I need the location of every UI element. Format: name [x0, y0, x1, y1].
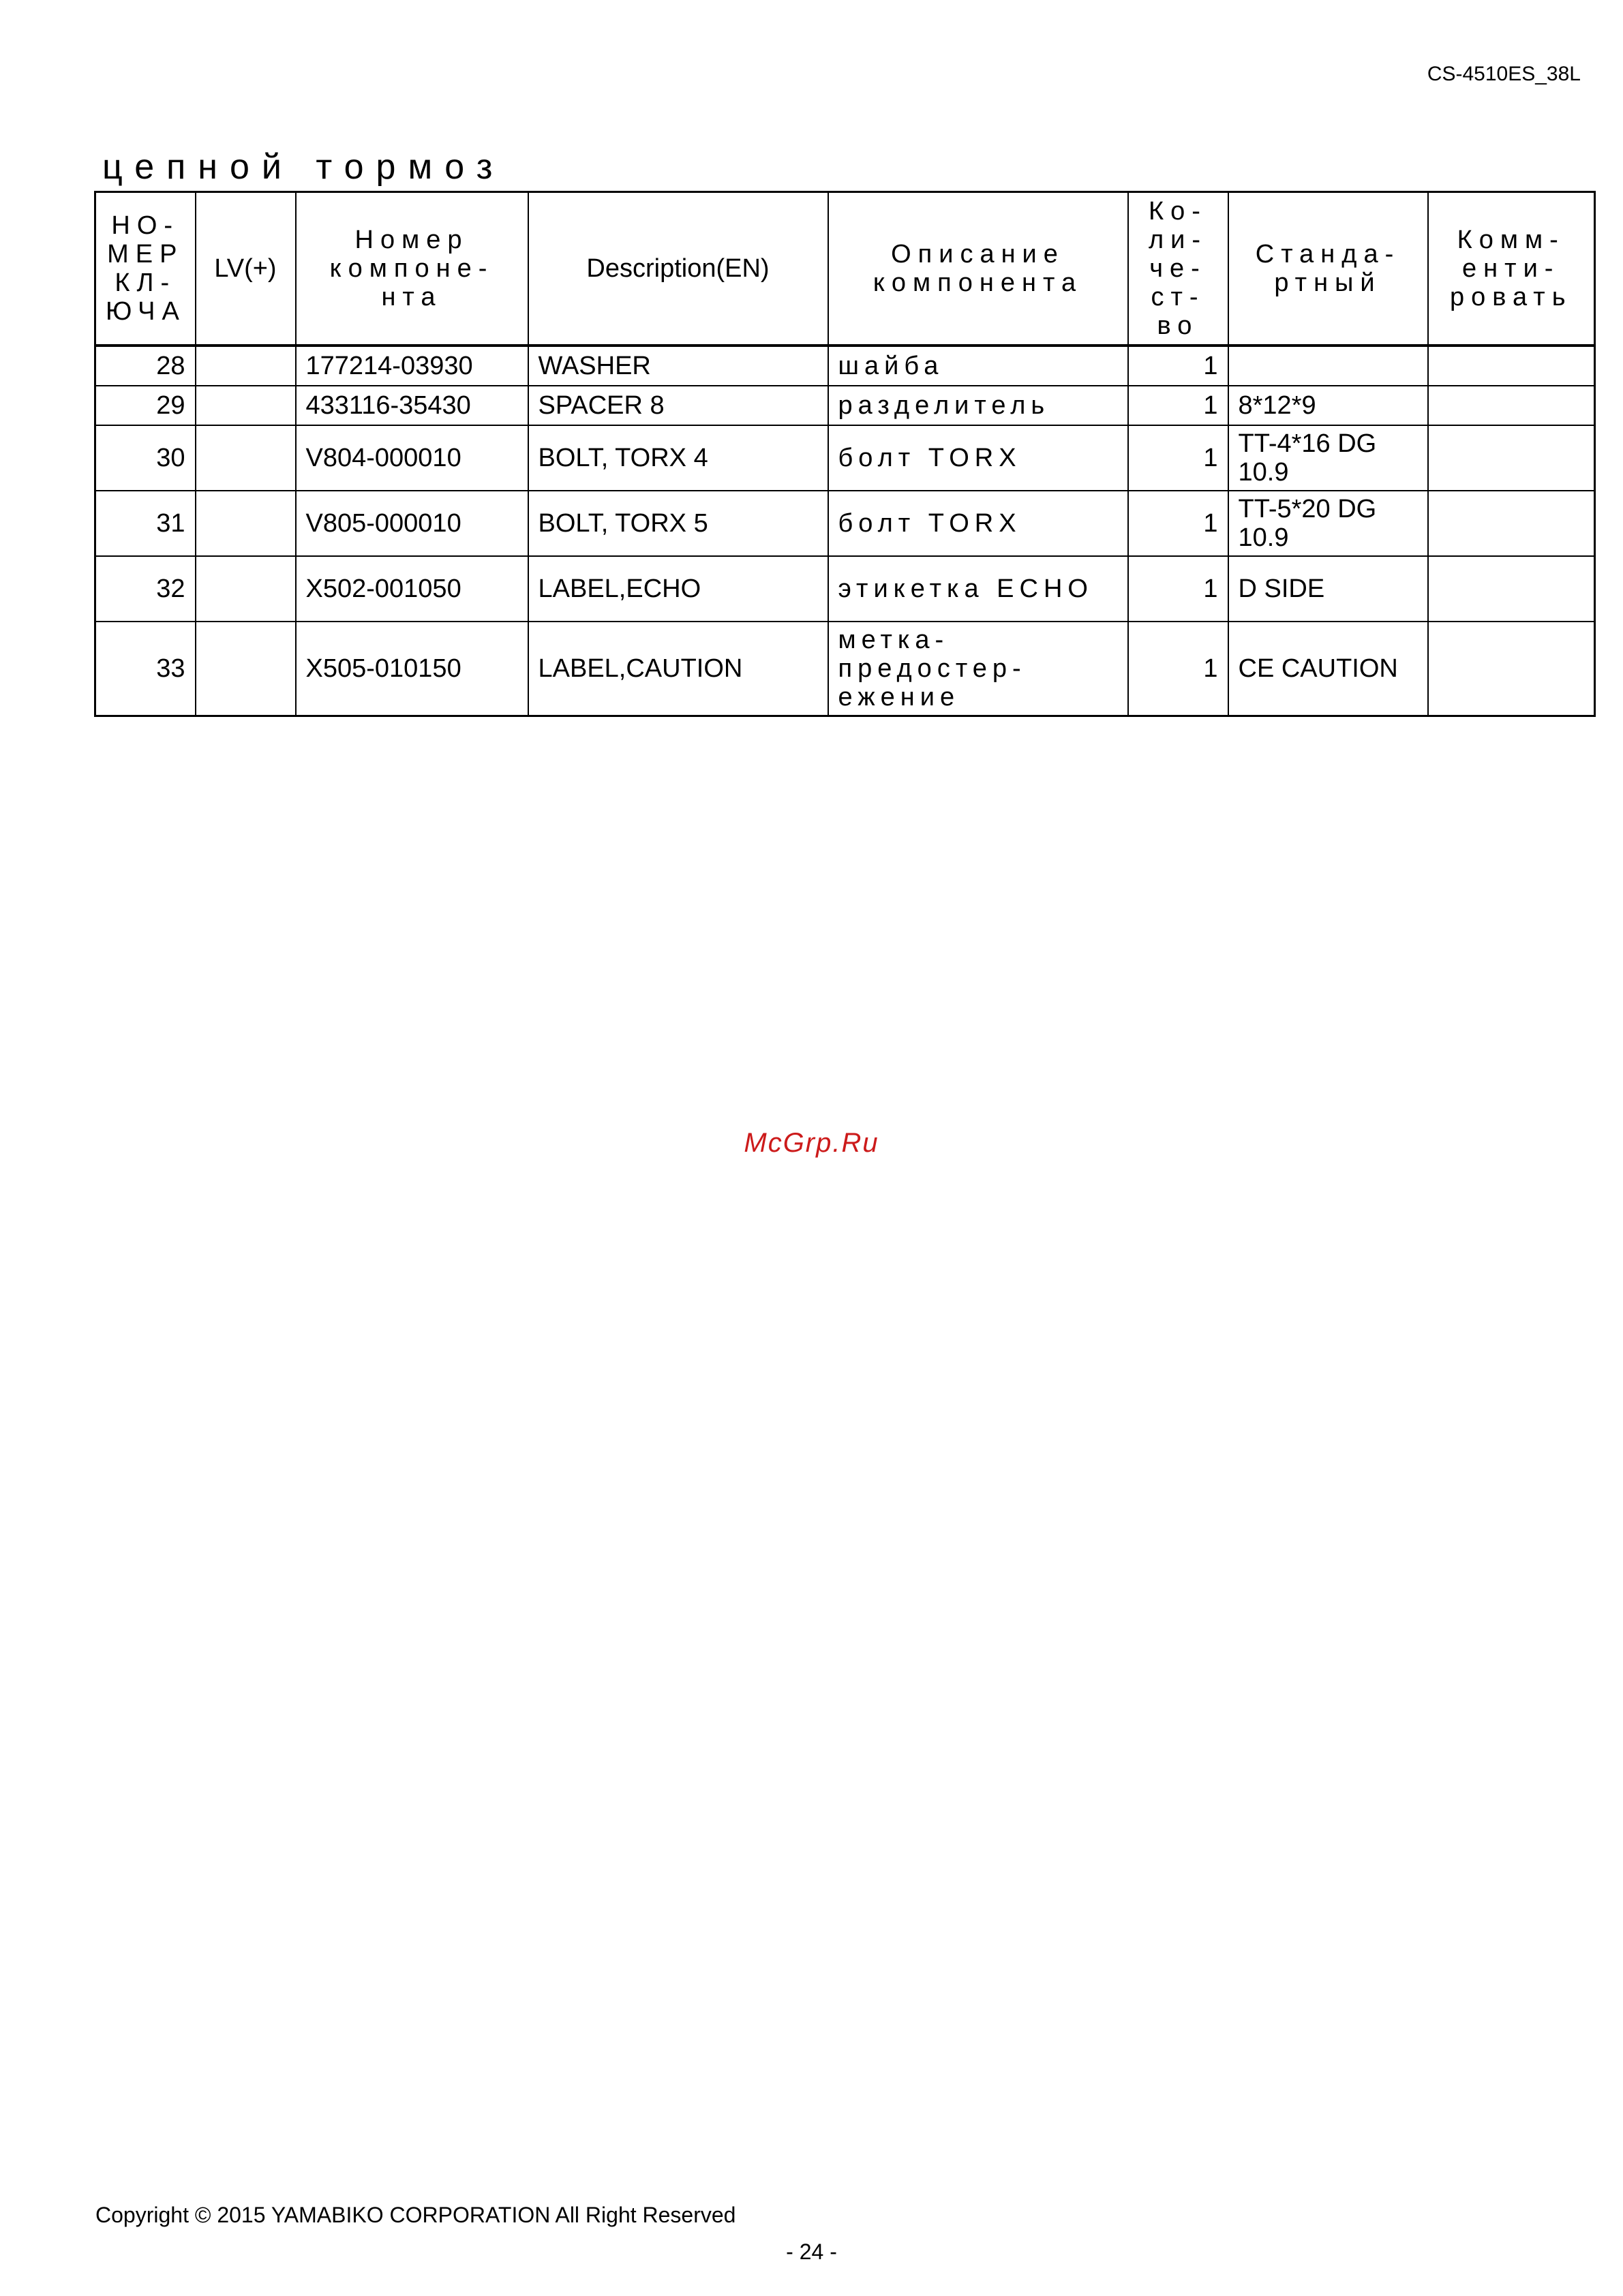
- cell-key: 29: [95, 386, 196, 425]
- cell-description-ru: болт TORX: [828, 491, 1128, 556]
- cell-description-ru: шайба: [828, 346, 1128, 386]
- cell-description-en: LABEL,ECHO: [528, 556, 828, 622]
- page-title: цепной тормоз: [102, 147, 505, 187]
- cell-standard: 8*12*9: [1228, 386, 1428, 425]
- table-row: [95, 425, 1595, 491]
- cell-quantity: 1: [1128, 556, 1228, 622]
- cell-quantity: 1: [1128, 386, 1228, 425]
- cell-lv: [196, 346, 296, 386]
- cell-standard: TT-4*16 DG 10.9: [1228, 425, 1428, 491]
- table-row: [95, 346, 1595, 386]
- cell-lv: [196, 491, 296, 556]
- cell-description-ru: метка-предостер-ежение: [828, 622, 1128, 716]
- cell-lv: [196, 425, 296, 491]
- table-row: [95, 491, 1595, 556]
- cell-description-ru: этикетка ECHO: [828, 556, 1128, 622]
- cell-part-number: V805-000010: [296, 491, 528, 556]
- table-header-row: [95, 192, 1595, 346]
- cell-description-en: LABEL,CAUTION: [528, 622, 828, 716]
- header-part-number: Номер компоне-нта: [296, 192, 528, 346]
- cell-standard: CE CAUTION: [1228, 622, 1428, 716]
- cell-key: 32: [95, 556, 196, 622]
- cell-standard: TT-5*20 DG 10.9: [1228, 491, 1428, 556]
- cell-quantity: 1: [1128, 425, 1228, 491]
- page-number: - 24 -: [786, 2239, 837, 2264]
- cell-key: 33: [95, 622, 196, 716]
- cell-key: 31: [95, 491, 196, 556]
- header-lv: LV(+): [196, 192, 296, 346]
- copyright-notice: Copyright © 2015 YAMABIKO CORPORATION All Right Reserved: [95, 2203, 736, 2227]
- watermark-link[interactable]: McGrp.Ru: [744, 1128, 879, 1158]
- cell-key: 30: [95, 425, 196, 491]
- header-description-en: Description(EN): [528, 192, 828, 346]
- cell-part-number: X505-010150: [296, 622, 528, 716]
- cell-quantity: 1: [1128, 491, 1228, 556]
- cell-lv: [196, 622, 296, 716]
- cell-lv: [196, 556, 296, 622]
- cell-description-en: BOLT, TORX 4: [528, 425, 828, 491]
- table-row: [95, 386, 1595, 425]
- cell-description-en: BOLT, TORX 5: [528, 491, 828, 556]
- cell-description-ru: разделитель: [828, 386, 1128, 425]
- header-quantity: Ко-ли-че-ст-во: [1128, 192, 1228, 346]
- document-code: CS-4510ES_38L: [1427, 63, 1581, 85]
- cell-key: 28: [95, 346, 196, 386]
- cell-part-number: V804-000010: [296, 425, 528, 491]
- header-description-ru: Описание компонента: [828, 192, 1128, 346]
- table-row: [95, 556, 1595, 622]
- header-comment: Комм-енти-ровать: [1428, 192, 1595, 346]
- cell-comment: [1428, 346, 1595, 386]
- cell-comment: [1428, 386, 1595, 425]
- table-row: [95, 622, 1595, 716]
- parts-table: [94, 191, 1596, 717]
- cell-comment: [1428, 491, 1595, 556]
- cell-comment: [1428, 425, 1595, 491]
- header-standard: Станда-ртный: [1228, 192, 1428, 346]
- cell-comment: [1428, 622, 1595, 716]
- cell-part-number: 177214-03930: [296, 346, 528, 386]
- cell-description-en: WASHER: [528, 346, 828, 386]
- cell-part-number: X502-001050: [296, 556, 528, 622]
- cell-comment: [1428, 556, 1595, 622]
- cell-standard: D SIDE: [1228, 556, 1428, 622]
- cell-part-number: 433116-35430: [296, 386, 528, 425]
- header-key-number: НО-МЕР КЛ-ЮЧА: [95, 192, 196, 346]
- cell-description-en: SPACER 8: [528, 386, 828, 425]
- cell-description-ru: болт TORX: [828, 425, 1128, 491]
- cell-quantity: 1: [1128, 622, 1228, 716]
- cell-lv: [196, 386, 296, 425]
- cell-quantity: 1: [1128, 346, 1228, 386]
- cell-standard: [1228, 346, 1428, 386]
